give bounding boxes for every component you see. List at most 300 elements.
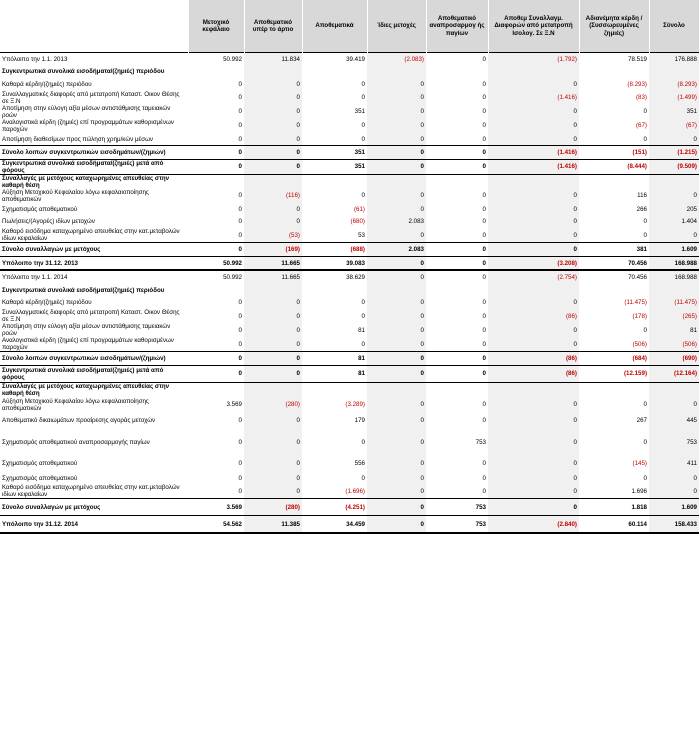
cell-value: (8.293): [649, 78, 699, 91]
cell-value: 0: [244, 146, 302, 160]
cell-value: 0: [244, 133, 302, 146]
cell-value: 78.519: [579, 53, 649, 66]
cell-value: 0: [367, 323, 426, 337]
cell-value: 351: [354, 108, 365, 116]
cell-value: [579, 284, 649, 297]
cell-value: 753: [426, 516, 488, 534]
cell-value: (61): [353, 205, 365, 213]
row-label: Συγκεντρωτικά συνολικά εισοδήματα/(ζημιές) περιόδου: [2, 68, 165, 76]
cell-value: 0: [426, 352, 488, 366]
cell-value: (11.475): [624, 299, 647, 307]
cell-value: [579, 66, 649, 79]
cell-value: 0: [244, 472, 302, 485]
column-header: Αποθεματικά: [302, 0, 367, 53]
cell-value: 0: [488, 216, 579, 229]
cell-value: 0: [188, 365, 244, 382]
row-label: Αναλογιστικά κέρδη (ζημιές) επί προγραμμάτων καθορισμένων παροχών: [2, 118, 174, 133]
table-row: [0, 284, 699, 297]
cell-value: 0: [238, 487, 242, 495]
column-header: Αποθεμ Συναλλαγμ. Διαφορών από μετατροπή Ισολογ. Σε Ξ.Ν: [488, 0, 579, 53]
cell-value: [579, 382, 649, 397]
column-header: Αποθεματικό υπέρ το άρτιο: [244, 0, 302, 53]
cell-value: 0: [238, 417, 242, 425]
cell-value: [426, 284, 488, 297]
cell-value: 0: [244, 309, 302, 323]
cell-value: 0: [367, 105, 426, 119]
table-row: [0, 323, 699, 337]
cell-value: 351: [649, 105, 699, 119]
cell-value: 0: [482, 312, 486, 320]
table-row: [0, 66, 699, 79]
cell-value: 11.665: [244, 270, 302, 284]
cell-value: 0: [649, 472, 699, 485]
cell-value: [426, 382, 488, 397]
cell-value: 0: [426, 53, 488, 66]
cell-value: 0: [488, 105, 579, 119]
cell-value: 0: [426, 159, 488, 174]
table-row: [0, 337, 699, 352]
header-blank: [0, 0, 188, 53]
cell-value: 0: [488, 203, 579, 216]
cell-value: (9.509): [649, 159, 699, 174]
cell-value: 0: [367, 256, 426, 270]
table-row: [0, 352, 699, 366]
cell-value: 0: [488, 484, 579, 499]
cell-value: 0: [482, 80, 486, 88]
cell-value: (11.475): [649, 297, 699, 310]
cell-value: 0: [488, 499, 579, 516]
cell-value: 0: [649, 484, 699, 499]
row-label: Συναλλαγές με μετόχους καταχωρημένες απευθείας στην καθαρή θέση: [0, 382, 188, 397]
column-header: Σύνολο: [649, 0, 699, 53]
row-label: Καθαρό εισόδημα καταχωρημένο απευθείας στην κατ.μεταβολών ιδίων κεφαλαίων: [2, 484, 180, 499]
cell-value: 0: [367, 91, 426, 105]
cell-value: 0: [643, 401, 647, 409]
cell-value: 205: [649, 203, 699, 216]
cell-value: 0: [238, 438, 242, 446]
cell-value: [188, 174, 244, 189]
cell-value: 1.404: [649, 216, 699, 229]
cell-value: (1.416): [488, 159, 579, 174]
cell-value: 3.569: [188, 499, 244, 516]
table-row: [0, 309, 699, 323]
cell-value: [302, 174, 367, 189]
cell-value: 2.083: [367, 216, 426, 229]
cell-value: 70.456: [579, 270, 649, 284]
cell-value: (12.164): [649, 365, 699, 382]
cell-value: (83): [635, 94, 647, 102]
cell-value: (2.840): [488, 516, 579, 534]
cell-value: 0: [188, 159, 244, 174]
cell-value: 0: [488, 119, 579, 133]
cell-value: 556: [354, 460, 365, 468]
row-label: Καθαρά κέρδη/(ζημιές) περιόδου: [2, 80, 92, 88]
row-label: Συναλλαγές με μετόχους καταχωρημένες απευθείας στην καθαρή θέση: [0, 174, 188, 189]
cell-value: 0: [367, 352, 426, 366]
cell-value: (86): [488, 352, 579, 366]
row-label: Σχηματισμός αποθεματικού αναπροσαρμογής παγίων: [2, 438, 150, 446]
cell-value: 0: [244, 323, 302, 337]
cell-value: (265): [649, 309, 699, 323]
cell-value: 0: [482, 460, 486, 468]
cell-value: (169): [244, 243, 302, 257]
cell-value: 0: [367, 270, 426, 284]
cell-value: 0: [367, 309, 426, 323]
cell-value: 0: [244, 105, 302, 119]
cell-value: 0: [367, 499, 426, 516]
table-row: [0, 119, 699, 133]
cell-value: 0: [238, 94, 242, 102]
cell-value: [302, 66, 367, 79]
cell-value: [488, 284, 579, 297]
table-row: [0, 105, 699, 119]
table-row: [0, 203, 699, 216]
cell-value: 0: [244, 91, 302, 105]
row-label: Συναλλαγματικές διαφορές από μετατροπή Καταστ. Οικον Θέσης σε Ξ.Ν: [2, 309, 180, 324]
cell-value: (3.208): [488, 256, 579, 270]
cell-value: (2.754): [488, 270, 579, 284]
cell-value: [367, 284, 426, 297]
cell-value: 0: [361, 80, 365, 88]
cell-value: 0: [367, 146, 426, 160]
cell-value: [367, 174, 426, 189]
cell-value: 1.609: [649, 243, 699, 257]
cell-value: (86): [488, 309, 579, 323]
cell-value: [367, 382, 426, 397]
cell-value: 0: [244, 352, 302, 366]
row-label: Αποτίμηση διαθεσίμων προς πώληση χρημ/κών μέσων: [2, 135, 154, 143]
cell-value: 38.629: [302, 270, 367, 284]
row-label: Σύνολο συναλλαγών με μετόχους: [0, 243, 188, 257]
cell-value: 0: [426, 243, 488, 257]
cell-value: 50.992: [188, 270, 244, 284]
table-row: [0, 216, 699, 229]
cell-value: 0: [244, 456, 302, 472]
cell-value: [188, 284, 244, 297]
cell-value: 753: [649, 429, 699, 456]
cell-value: 0: [482, 218, 486, 226]
cell-value: 0: [482, 326, 486, 334]
cell-value: 176.888: [649, 53, 699, 66]
cell-value: [649, 284, 699, 297]
cell-value: (1.792): [488, 53, 579, 66]
cell-value: 0: [488, 323, 579, 337]
cell-value: (1.499): [649, 91, 699, 105]
cell-value: 0: [482, 192, 486, 200]
cell-value: 0: [367, 456, 426, 472]
cell-value: 0: [488, 243, 579, 257]
cell-value: 0: [482, 299, 486, 307]
cell-value: 0: [361, 299, 365, 307]
cell-value: 179: [354, 417, 365, 425]
table-row: [0, 53, 699, 66]
row-label: Σύνολο λοιπών συγκεντρωτικών εισοδημάτων/(ζημιών): [0, 352, 188, 366]
cell-value: 445: [649, 413, 699, 429]
cell-value: 0: [367, 397, 426, 413]
table-row: [0, 159, 699, 174]
cell-value: 0: [367, 133, 426, 146]
cell-value: 11.385: [244, 516, 302, 534]
cell-value: [188, 382, 244, 397]
column-header: Μετοχικό κεφάλαιο: [188, 0, 244, 53]
cell-value: 0: [244, 216, 302, 229]
cell-value: 168.988: [649, 270, 699, 284]
table-row: [0, 91, 699, 105]
cell-value: 168.988: [649, 256, 699, 270]
row-label: Συγκεντρωτικά συνολικά εισοδήματα/(ζημιές) μετά από φόρους: [0, 365, 188, 382]
cell-value: 0: [643, 438, 647, 446]
cell-value: 0: [488, 189, 579, 203]
cell-value: 0: [238, 192, 242, 200]
column-header: Ίδιες μετοχές: [367, 0, 426, 53]
cell-value: 0: [244, 203, 302, 216]
cell-value: 0: [482, 122, 486, 130]
cell-value: (684): [579, 352, 649, 366]
cell-value: (280): [244, 499, 302, 516]
cell-value: (680): [350, 218, 365, 226]
cell-value: 0: [482, 487, 486, 495]
cell-value: 0: [238, 108, 242, 116]
cell-value: 0: [367, 78, 426, 91]
cell-value: 267: [636, 417, 647, 425]
cell-value: 0: [649, 133, 699, 146]
cell-value: 753: [475, 438, 486, 446]
cell-value: 0: [238, 340, 242, 348]
cell-value: 53: [358, 231, 365, 239]
cell-value: 0: [488, 413, 579, 429]
cell-value: (3.289): [345, 401, 365, 409]
table-row: [0, 429, 699, 456]
cell-value: 0: [643, 135, 647, 143]
table-row: [0, 472, 699, 485]
cell-value: [649, 66, 699, 79]
cell-value: 0: [367, 189, 426, 203]
row-label: Αναλογιστικά κέρδη (ζημιές) επί προγραμμάτων καθορισμένων παροχών: [2, 337, 174, 352]
table-row: [0, 243, 699, 257]
cell-value: 0: [643, 218, 647, 226]
cell-value: 39.419: [302, 53, 367, 66]
column-header: Αποθεματικό αναπροσαρμογ ής παγίων: [426, 0, 488, 53]
cell-value: [302, 382, 367, 397]
table-row: [0, 413, 699, 429]
cell-value: 0: [426, 146, 488, 160]
table-row: [0, 397, 699, 413]
table-row: [0, 297, 699, 310]
cell-value: 0: [238, 326, 242, 334]
cell-value: [579, 174, 649, 189]
table-row: [0, 228, 699, 243]
cell-value: 0: [488, 228, 579, 243]
cell-value: 0: [238, 205, 242, 213]
cell-value: 0: [367, 429, 426, 456]
cell-value: 0: [238, 312, 242, 320]
cell-value: [367, 66, 426, 79]
cell-value: 351: [302, 146, 367, 160]
cell-value: 0: [361, 122, 365, 130]
cell-value: [244, 284, 302, 297]
cell-value: 411: [649, 456, 699, 472]
cell-value: 50.992: [188, 53, 244, 66]
cell-value: 0: [488, 133, 579, 146]
cell-value: 0: [482, 417, 486, 425]
cell-value: 0: [426, 270, 488, 284]
row-label: Συναλλαγματικές διαφορές από μετατροπή Καταστ. Οικον Θέσης σε Ξ.Ν: [2, 90, 180, 105]
cell-value: 0: [643, 474, 647, 482]
cell-value: [426, 66, 488, 79]
cell-value: 39.083: [302, 256, 367, 270]
cell-value: 0: [488, 337, 579, 352]
cell-value: (688): [302, 243, 367, 257]
cell-value: 0: [649, 397, 699, 413]
cell-value: 0: [244, 365, 302, 382]
cell-value: 54.562: [188, 516, 244, 534]
cell-value: 0: [649, 228, 699, 243]
cell-value: (53): [244, 228, 302, 243]
cell-value: 0: [649, 189, 699, 203]
cell-value: 1.818: [579, 499, 649, 516]
cell-value: [302, 284, 367, 297]
cell-value: 0: [367, 337, 426, 352]
cell-value: [188, 66, 244, 79]
cell-value: (1.416): [488, 146, 579, 160]
row-label: Υπόλοιπο την 31.12. 2014: [0, 516, 188, 534]
header-row: [0, 0, 699, 53]
cell-value: 0: [426, 365, 488, 382]
cell-value: 0: [482, 135, 486, 143]
cell-value: (506): [632, 340, 647, 348]
cell-value: 0: [361, 312, 365, 320]
cell-value: [649, 382, 699, 397]
cell-value: (1.215): [649, 146, 699, 160]
cell-value: 0: [482, 231, 486, 239]
cell-value: 0: [238, 80, 242, 88]
cell-value: 0: [244, 413, 302, 429]
table-row: [0, 189, 699, 203]
cell-value: 381: [579, 243, 649, 257]
row-label: Σύνολο συναλλαγών με μετόχους: [0, 499, 188, 516]
cell-value: 0: [488, 456, 579, 472]
cell-value: [488, 174, 579, 189]
cell-value: 0: [244, 119, 302, 133]
cell-value: 0: [188, 146, 244, 160]
cell-value: 0: [244, 297, 302, 310]
table-row: [0, 456, 699, 472]
cell-value: 0: [244, 429, 302, 456]
cell-value: 0: [367, 119, 426, 133]
cell-value: 0: [367, 159, 426, 174]
cell-value: [488, 66, 579, 79]
cell-value: 0: [426, 256, 488, 270]
cell-value: 0: [361, 192, 365, 200]
cell-value: 0: [482, 401, 486, 409]
column-header: Αδιανέμητα κέρδη / (Συσσωρευμένες ζημιές): [579, 0, 649, 53]
cell-value: (1.416): [488, 91, 579, 105]
cell-value: 60.114: [579, 516, 649, 534]
cell-value: 0: [244, 159, 302, 174]
cell-value: 1.609: [649, 499, 699, 516]
cell-value: 0: [188, 243, 244, 257]
table-row: [0, 174, 699, 189]
cell-value: (12.159): [579, 365, 649, 382]
cell-value: 0: [188, 352, 244, 366]
cell-value: 0: [238, 460, 242, 468]
cell-value: (151): [579, 146, 649, 160]
cell-value: 0: [643, 108, 647, 116]
cell-value: 0: [244, 78, 302, 91]
cell-value: 0: [238, 218, 242, 226]
cell-value: 0: [244, 484, 302, 499]
cell-value: 0: [482, 474, 486, 482]
table-row: [0, 365, 699, 382]
cell-value: 0: [367, 484, 426, 499]
cell-value: 3.569: [226, 401, 242, 409]
cell-value: (145): [632, 460, 647, 468]
cell-value: 0: [488, 78, 579, 91]
row-label: Σχηματισμός αποθεματικού: [2, 205, 78, 213]
cell-value: 0: [482, 94, 486, 102]
cell-value: 0: [361, 340, 365, 348]
cell-value: 0: [488, 429, 579, 456]
cell-value: 351: [302, 159, 367, 174]
cell-value: 0: [367, 472, 426, 485]
row-label: Καθαρό εισόδημα καταχωρημένο απευθείας στην κατ.μεταβολών ιδίων κεφαλαίων: [2, 228, 180, 243]
table-row: [0, 133, 699, 146]
cell-value: 753: [426, 499, 488, 516]
cell-value: (2.083): [367, 53, 426, 66]
table-row: [0, 256, 699, 270]
cell-value: 0: [361, 438, 365, 446]
cell-value: 0: [238, 231, 242, 239]
cell-value: 1.696: [631, 487, 647, 495]
cell-value: (8.444): [579, 159, 649, 174]
cell-value: 81: [358, 326, 365, 334]
cell-value: 50.992: [188, 256, 244, 270]
cell-value: 0: [367, 203, 426, 216]
cell-value: 158.433: [649, 516, 699, 534]
cell-value: 81: [649, 323, 699, 337]
table-row: [0, 146, 699, 160]
row-label: Σύνολο λοιπών συγκεντρωτικών εισοδημάτων/(ζημιών): [0, 146, 188, 160]
cell-value: 81: [302, 352, 367, 366]
table-row: [0, 270, 699, 284]
cell-value: 266: [636, 205, 647, 213]
row-label: Υπόλοιπο την 1.1. 2014: [0, 270, 188, 284]
cell-value: 81: [302, 365, 367, 382]
cell-value: (4.251): [302, 499, 367, 516]
cell-value: 34.459: [302, 516, 367, 534]
table-row: [0, 382, 699, 397]
cell-value: [426, 174, 488, 189]
row-label: Συγκεντρωτικά συνολικά εισοδήματα/(ζημιές) μετά από φόρους: [0, 159, 188, 174]
cell-value: 0: [482, 108, 486, 116]
row-label: Καθαρά κέρδη/(ζημιές) περιόδου: [2, 299, 92, 307]
table-row: [0, 484, 699, 499]
row-label: Σχηματισμός αποθεματικού: [2, 460, 78, 468]
cell-value: [649, 174, 699, 189]
row-label: Πωλήσεις/(Αγορές) ιδίων μετοχών: [2, 218, 95, 226]
cell-value: [488, 382, 579, 397]
cell-value: 0: [482, 340, 486, 348]
cell-value: 11.665: [244, 256, 302, 270]
cell-value: (86): [488, 365, 579, 382]
row-label: Σχηματισμός αποθεματικού: [2, 474, 78, 482]
cell-value: 70.456: [579, 256, 649, 270]
cell-value: (67): [649, 119, 699, 133]
cell-value: (67): [635, 122, 647, 130]
row-label: Υπόλοιπο την 31.12. 2013: [0, 256, 188, 270]
row-label: Αύξηση Μετοχικού Κεφαλαίου λόγω κεφαλαιοποίησης αποθεματικών: [2, 397, 149, 412]
cell-value: 0: [367, 516, 426, 534]
